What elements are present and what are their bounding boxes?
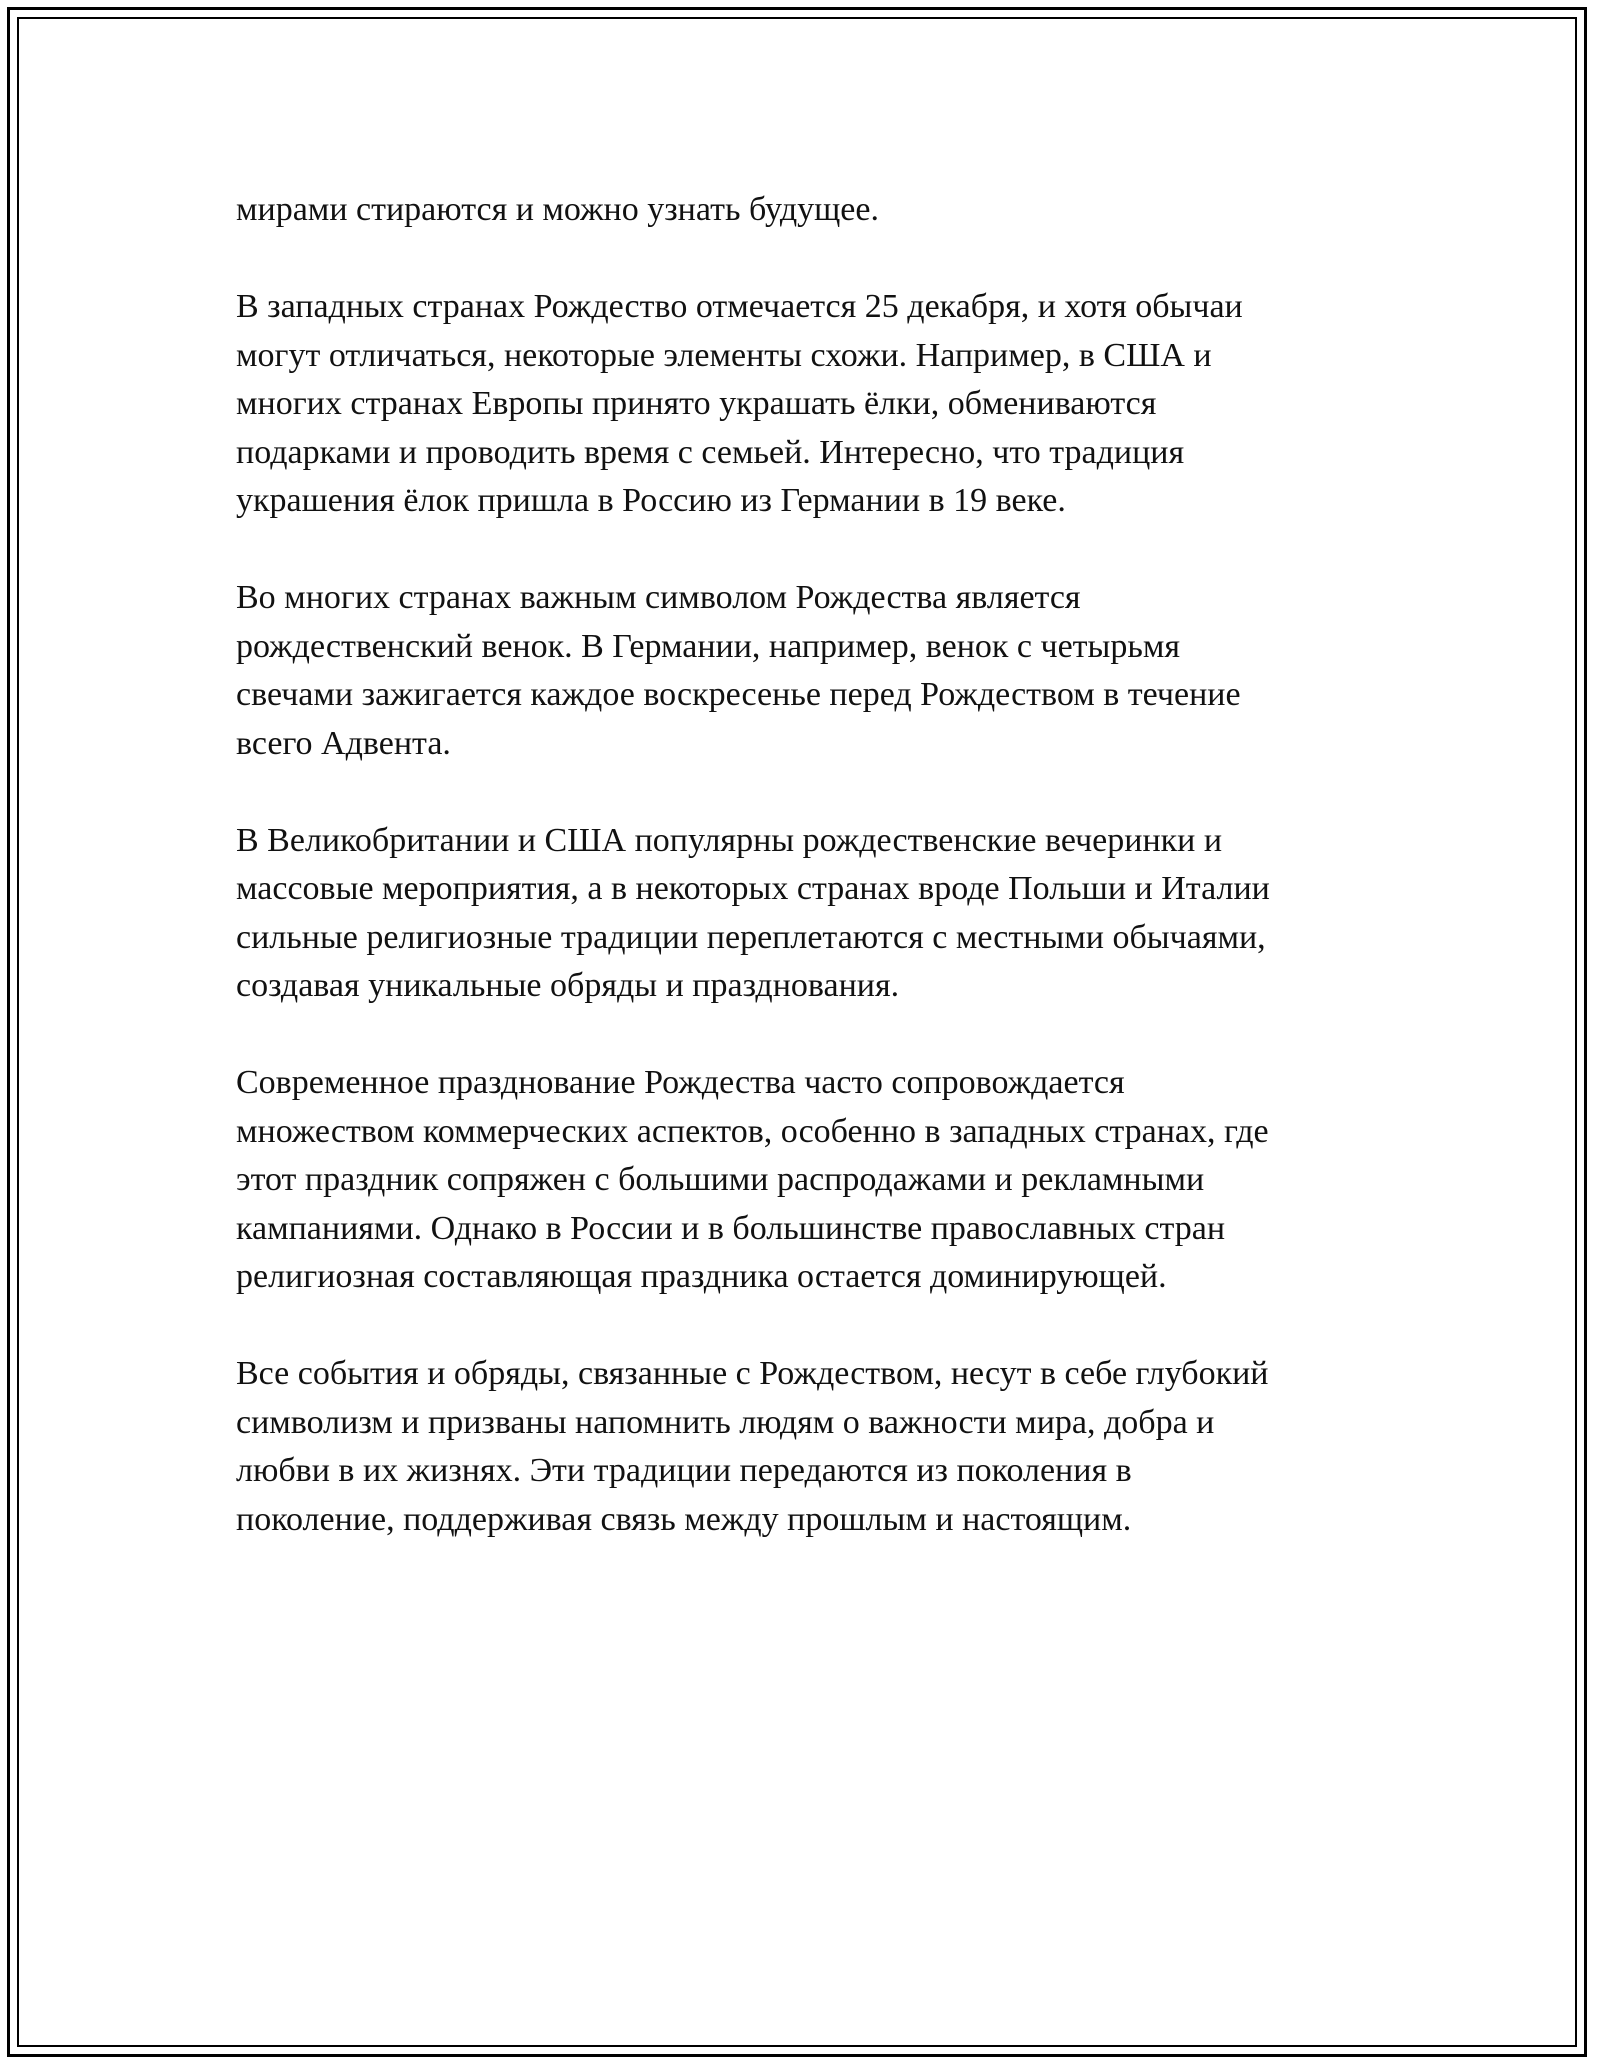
- text-line: символизм и призваны напомнить людям о важности мира, добра и: [236, 1403, 1215, 1441]
- document-body: [236, 186, 1366, 1593]
- text-line: массовые мероприятия, а в некоторых странах вроде Польши и Италии: [236, 870, 1270, 907]
- text-line: украшения ёлок пришла в Россию из Германии в 19 веке.: [236, 482, 1066, 519]
- text-line: могут отличаться, некоторые элементы схожи. Например, в США и: [236, 336, 1212, 374]
- text-line: этот праздник сопряжен с большими распродажами и рекламными: [236, 1161, 1205, 1198]
- paragraph: [236, 283, 1366, 526]
- paragraph: [236, 574, 1366, 768]
- text-line: Во многих странах важным символом Рождества является: [236, 579, 1081, 616]
- text-line: многих странах Европы принято украшать ёлки, обмениваются: [236, 385, 1157, 422]
- paragraph: [236, 186, 1366, 235]
- paragraph: [236, 1350, 1366, 1544]
- text-line: Современное празднование Рождества часто сопровождается: [236, 1064, 1125, 1101]
- text-line: создавая уникальные обряды и празднования.: [236, 967, 900, 1004]
- text-line: свечами зажигается каждое воскресенье перед Рождеством в течение: [236, 676, 1241, 713]
- text-line: мирами стираются и можно узнать будущее.: [236, 191, 879, 228]
- text-line: любви в их жизнях. Эти традиции передаются из поколения в: [236, 1452, 1132, 1489]
- text-line: В Великобритании и США популярны рождественские вечеринки и: [236, 821, 1223, 859]
- text-line: поколение, поддерживая связь между прошлым и настоящим.: [236, 1500, 1132, 1538]
- text-line: кампаниями. Однако в России и в большинстве православных стран: [236, 1209, 1226, 1247]
- text-line: подарками и проводить время с семьей. Интересно, что традиция: [236, 433, 1185, 471]
- text-line: В западных странах Рождество отмечается 25 декабря, и хотя обычаи: [236, 288, 1243, 325]
- text-line: рождественский венок. В Германии, например, венок с четырьмя: [236, 627, 1181, 665]
- text-line: сильные религиозные традиции переплетаются с местными обычаями,: [236, 918, 1266, 956]
- text-line: всего Адвента.: [236, 724, 451, 762]
- paragraph: [236, 817, 1366, 1011]
- text-line: Все события и обряды, связанные с Рождеством, несут в себе глубокий: [236, 1355, 1269, 1392]
- text-line: множеством коммерческих аспектов, особенно в западных странах, где: [236, 1112, 1269, 1150]
- paragraph: [236, 1059, 1366, 1302]
- text-line: религиозная составляющая праздника остается доминирующей.: [236, 1258, 1167, 1295]
